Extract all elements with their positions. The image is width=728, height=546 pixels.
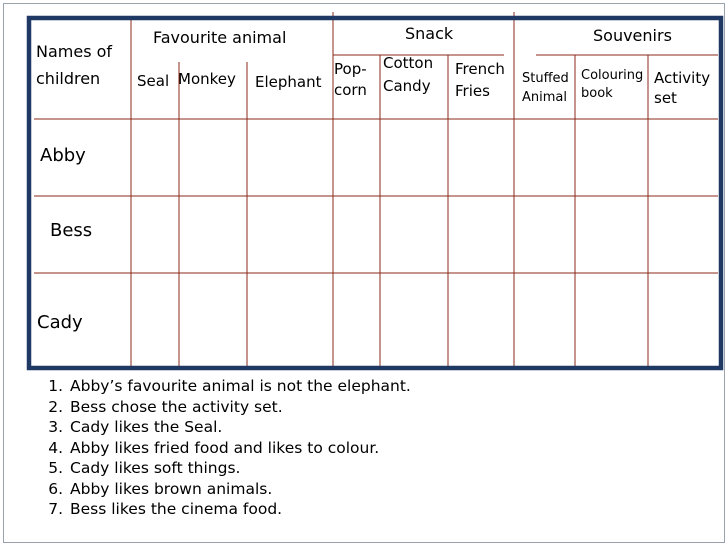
clue-item: 6. Abby likes brown animals.	[68, 479, 411, 500]
row-label-cady: Cady	[37, 312, 83, 333]
group-header-favourite-animal: Favourite animal	[153, 28, 287, 47]
group-header-snack: Snack	[405, 24, 454, 43]
column-label-activity-set-line1: Activity	[654, 69, 711, 87]
clue-item: 4. Abby likes fried food and likes to colour.	[68, 438, 411, 459]
names-header-line1: Names of	[36, 42, 113, 61]
clue-item: 7. Bess likes the cinema food.	[68, 499, 411, 520]
column-label-elephant: Elephant	[255, 73, 322, 91]
column-label-popcorn-line1: Pop-	[334, 60, 367, 78]
clue-item: 5. Cady likes soft things.	[68, 458, 411, 479]
names-header-line2: children	[36, 69, 101, 88]
row-label-bess: Bess	[50, 220, 93, 241]
column-label-colouring-book-line1: Colouring	[581, 68, 644, 83]
column-label-monkey: Monkey	[178, 70, 236, 88]
column-label-colouring-book-line2: book	[581, 86, 613, 101]
clue-item: 1. Abby’s favourite animal is not the elephant.	[68, 376, 411, 397]
column-label-french-fries-line1: French	[455, 60, 505, 78]
column-label-french-fries-line2: Fries	[455, 82, 490, 100]
column-label-stuffed-animal-line2: Animal	[522, 90, 567, 105]
clue-item: 3. Cady likes the Seal.	[68, 417, 411, 438]
column-label-popcorn-line2: corn	[334, 81, 367, 99]
column-label-cotton-candy-line1: Cotton	[383, 54, 434, 72]
row-label-abby: Abby	[40, 145, 86, 166]
column-label-activity-set-line2: set	[654, 89, 677, 107]
group-header-souvenirs: Souvenirs	[593, 26, 672, 45]
column-label-cotton-candy-line2: Candy	[383, 77, 431, 95]
clue-item: 2. Bess chose the activity set.	[68, 397, 411, 418]
column-label-stuffed-animal-line1: Stuffed	[522, 71, 569, 86]
column-label-seal: Seal	[137, 72, 170, 90]
clues-list	[38, 376, 411, 520]
